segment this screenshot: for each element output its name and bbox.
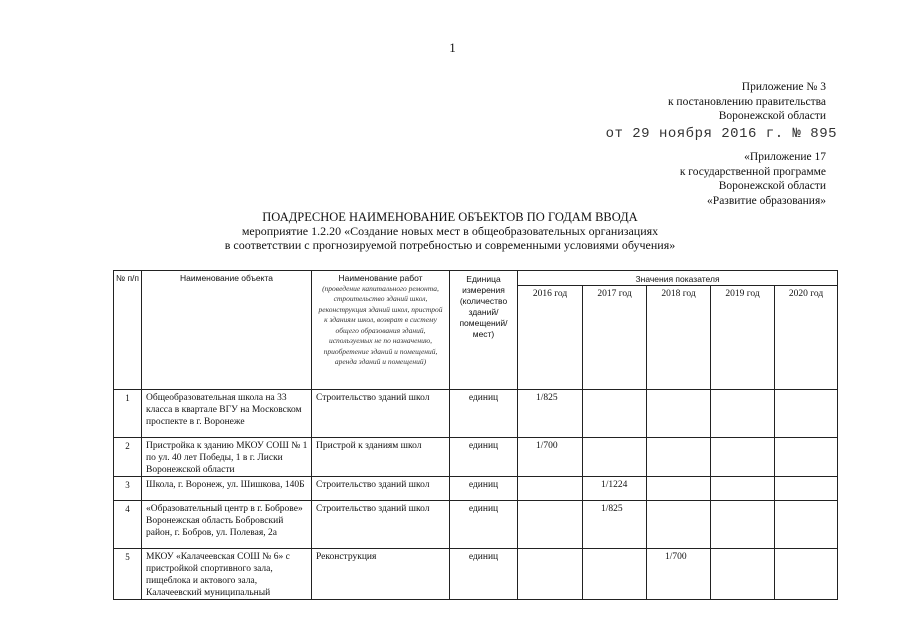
cell-object: «Образовательный центр в г. Боброве» Воронежская область Бобровский район, г. Бобров, ул. Полевая, 2а (142, 501, 312, 549)
cell-2019 (711, 438, 775, 477)
cell-object: Школа, г. Воронеж, ул. Шишкова, 140Б (142, 477, 312, 501)
cell-2016 (518, 501, 583, 549)
cell-work: Пристрой к зданиям школ (312, 438, 450, 477)
cell-object: Общеобразовательная школа на 33 класса в квартале ВГУ на Московском проспекте в г. Воронеже (142, 390, 312, 438)
header-year-2019: 2019 год (711, 286, 775, 390)
cell-2017 (583, 549, 647, 600)
appendix17-line3: Воронежской области (718, 180, 826, 192)
document-title (140, 210, 760, 252)
header-works-note: (проведение капитального ремонта, строительство зданий школ, реконструкция зданий школ, пристрой к зданиям школ, возврат в систему общего образования зданий, используемых не по назначению, приобретение зданий и помещений, аренда зданий и помещений) (318, 283, 443, 366)
cell-2016 (518, 549, 583, 600)
appendix17-line4: «Развитие образования» (707, 194, 826, 207)
cell-2020 (775, 390, 838, 438)
cell-unit: единиц (450, 501, 518, 549)
cell-2019 (711, 501, 775, 549)
table-row (114, 438, 838, 477)
appendix17-block (680, 150, 826, 208)
cell-2020 (775, 501, 838, 549)
header-year-2016: 2016 год (518, 286, 583, 390)
appendix-line3: Воронежской области (718, 110, 826, 122)
cell-2016: 1/825 (518, 390, 583, 438)
cell-2018: 1/700 (647, 549, 711, 600)
cell-2017 (583, 438, 647, 477)
cell-2017: 1/1224 (583, 477, 647, 501)
title-line2: мероприятие 1.2.20 «Создание новых мест в общеобразовательных организациях (241, 224, 659, 238)
cell-2018 (647, 390, 711, 438)
cell-object: Пристройка к зданию МКОУ СОШ № 1 по ул. 40 лет Победы, 1 в г. Лиски Воронежской области (142, 438, 312, 477)
header-object: Наименование объекта (142, 271, 312, 390)
appendix-line2: к постановлению правительства (667, 95, 826, 108)
cell-unit: единиц (450, 390, 518, 438)
objects-table (113, 270, 838, 600)
cell-2020 (775, 549, 838, 600)
cell-2017 (583, 390, 647, 438)
cell-2016 (518, 477, 583, 501)
cell-2020 (775, 477, 838, 501)
header-values: Значения показателя (518, 271, 838, 286)
page-number: 1 (449, 40, 456, 55)
title-line1: ПОАДРЕСНОЕ НАИМЕНОВАНИЕ ОБЪЕКТОВ ПО ГОДАМ ВВОДА (262, 210, 638, 224)
header-works-title: Наименование работ (338, 273, 423, 283)
cell-2016: 1/700 (518, 438, 583, 477)
cell-2018 (647, 438, 711, 477)
cell-unit: единиц (450, 477, 518, 501)
cell-work: Строительство зданий школ (312, 477, 450, 501)
appendix-block (668, 80, 826, 124)
cell-work: Строительство зданий школ (312, 501, 450, 549)
header-year-2017: 2017 год (583, 286, 647, 390)
decree-date-stamp: от 29 ноября 2016 г. № 895 (605, 126, 837, 142)
cell-work: Строительство зданий школ (312, 390, 450, 438)
table-row (114, 501, 838, 549)
appendix17-line2: к государственной программе (679, 165, 826, 178)
cell-unit: единиц (450, 549, 518, 600)
cell-num: 2 (114, 438, 142, 477)
cell-2017: 1/825 (583, 501, 647, 549)
cell-num: 4 (114, 501, 142, 549)
cell-unit: единиц (450, 438, 518, 477)
cell-work: Реконструкция (312, 549, 450, 600)
header-num: № п/п (114, 271, 142, 390)
header-unit: Единица измерения (количество зданий/ помещений/ мест) (450, 271, 518, 390)
cell-num: 5 (114, 549, 142, 600)
table-row (114, 549, 838, 600)
cell-num: 1 (114, 390, 142, 438)
cell-object: МКОУ «Калачеевская СОШ № 6» с пристройкой спортивного зала, пищеблока и актового зала, Калачеевский муниципальный (142, 549, 312, 600)
table-row (114, 390, 838, 438)
cell-num: 3 (114, 477, 142, 501)
table-row (114, 477, 838, 501)
header-works (312, 271, 450, 390)
cell-2018 (647, 477, 711, 501)
cell-2019 (711, 390, 775, 438)
title-line3: в соответствии с прогнозируемой потребностью и современными условиями обучения» (224, 238, 676, 252)
cell-2019 (711, 477, 775, 501)
header-year-2018: 2018 год (647, 286, 711, 390)
cell-2018 (647, 501, 711, 549)
appendix17-line1: «Приложение 17 (744, 151, 826, 163)
header-year-2020: 2020 год (775, 286, 838, 390)
cell-2020 (775, 438, 838, 477)
appendix-line1: Приложение № 3 (741, 81, 826, 93)
cell-2019 (711, 549, 775, 600)
